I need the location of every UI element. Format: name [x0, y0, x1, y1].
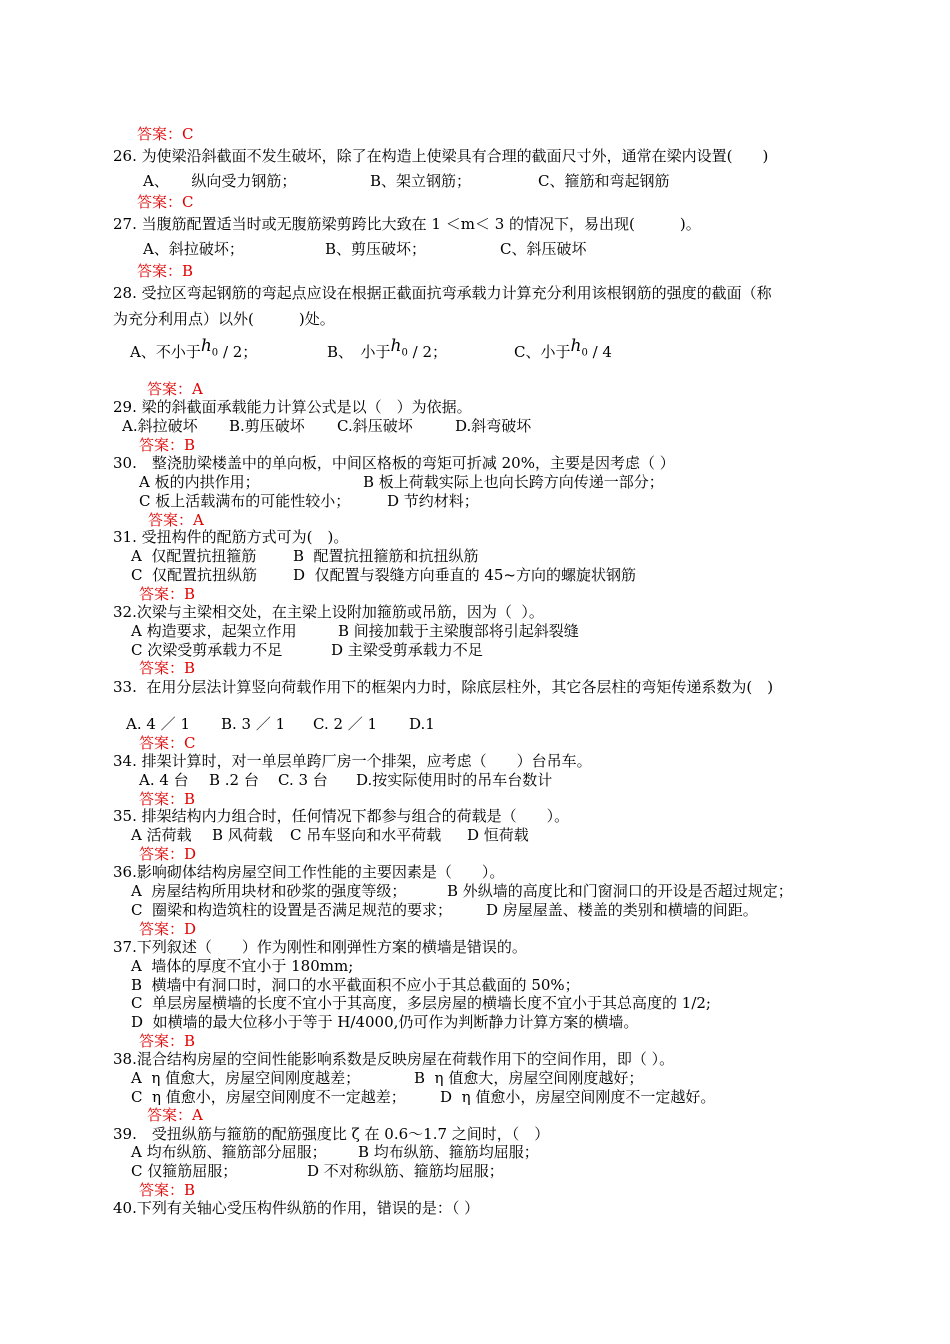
answer-25: 答案：C — [137, 125, 194, 143]
q37-option-b: B 横墙中有洞口时，洞口的水平截面积不应小于其总截面的 50%； — [131, 976, 580, 994]
answer-29: 答案：B — [139, 436, 196, 454]
answer-28: 答案：A — [147, 380, 203, 398]
q26-option-c: C、箍筋和弯起钢筋 — [538, 172, 670, 190]
q27-option-c: C、斜压破坏 — [500, 240, 587, 258]
q33-option-c: C. 2 ／ 1 — [313, 715, 378, 733]
q38-option-a: A η 值愈大，房屋空间刚度越差； — [131, 1069, 361, 1087]
q26-option-a: A、 纵向受力钢筋； — [143, 172, 297, 190]
answer-38: 答案：A — [147, 1106, 203, 1124]
question-40: 40.下列有关轴心受压构件纵筋的作用，错误的是：（ ） — [113, 1199, 480, 1217]
q33-option-d: D.1 — [409, 715, 435, 733]
q30-option-d: D 节约材料； — [387, 492, 479, 510]
answer-30: 答案：A — [148, 511, 204, 529]
q28-option-c: C、小于$h_0 / 4$ — [514, 336, 612, 361]
q29-option-d: D.斜弯破坏 — [455, 417, 532, 435]
q36-option-b: B 外纵墙的高度比和门窗洞口的开设是否超过规定； — [447, 882, 793, 900]
q28-option-b: B、 小于$h_0 / 2$； — [327, 336, 447, 361]
answer-32: 答案：B — [139, 659, 196, 677]
answer-39: 答案：B — [139, 1181, 196, 1199]
question-39: 39. 受扭纵筋与箍筋的配筋强度比 ζ 在 0.6～1.7 之间时，（ ） — [113, 1125, 550, 1143]
q31-option-a: A 仅配置抗扭箍筋 — [131, 547, 257, 565]
q38-option-d: D η 值愈小，房屋空间刚度不一定越好。 — [440, 1088, 716, 1106]
q34-option-d: D.按实际使用时的吊车台数计 — [356, 771, 553, 789]
q31-option-b: B 配置抗扭箍筋和抗扭纵筋 — [293, 547, 479, 565]
q36-option-a: A 房屋结构所用块材和砂浆的强度等级； — [131, 882, 407, 900]
question-32: 32.次梁与主梁相交处，在主梁上设附加箍筋或吊筋，因为（ ）。 — [113, 603, 544, 621]
answer-36: 答案：D — [139, 920, 197, 938]
q38-option-b: B η 值愈大，房屋空间刚度越好； — [414, 1069, 644, 1087]
answer-31: 答案：B — [139, 585, 196, 603]
q38-option-c: C η 值愈小，房屋空间刚度不一定越差； — [131, 1088, 406, 1106]
question-28-line-2: 为充分利用点）以外( )处。 — [113, 310, 335, 328]
q34-option-b: B .2 台 — [209, 771, 259, 789]
q32-option-d: D 主梁受剪承载力不足 — [331, 641, 483, 659]
q31-option-d: D 仅配置与裂缝方向垂直的 45~方向的螺旋状钢筋 — [293, 566, 636, 584]
q28-option-a: A、不小于$h_0 / 2$； — [130, 336, 258, 361]
q27-option-b: B、剪压破坏； — [325, 240, 427, 258]
q29-option-b: B.剪压破坏 — [229, 417, 305, 435]
answer-33: 答案：C — [139, 734, 196, 752]
question-26: 26. 为使梁沿斜截面不发生破坏，除了在构造上使梁具有合理的截面尺寸外，通常在梁内设置( ) — [113, 147, 769, 165]
q27-option-a: A、斜拉破坏； — [143, 240, 244, 258]
answer-26: 答案：C — [137, 193, 194, 211]
question-28-line-1: 28. 受拉区弯起钢筋的弯起点应设在根据正截面抗弯承载力计算充分利用该根钢筋的强度的截面（称 — [113, 284, 772, 302]
q39-option-c: C 仅箍筋屈服； — [131, 1162, 238, 1180]
q26-option-b: B、架立钢筋； — [370, 172, 472, 190]
answer-34: 答案：B — [139, 790, 196, 808]
h0-symbol: $h_0$ — [390, 336, 408, 359]
h0-symbol: $h_0$ — [570, 336, 588, 359]
question-33: 33. 在用分层法计算竖向荷载作用下的框架内力时，除底层柱外，其它各层柱的弯矩传递系数为( ) — [113, 678, 774, 696]
q33-option-a: A. 4 ／ 1 — [126, 715, 190, 733]
q33-option-b: B. 3 ／ 1 — [221, 715, 286, 733]
q29-option-a: A.斜拉破坏 — [122, 417, 198, 435]
question-30: 30. 整浇肋梁楼盖中的单向板，中间区格板的弯矩可折减 20%，主要是因考虑（ ） — [113, 454, 675, 472]
q35-option-c: C 吊车竖向和水平荷载 — [290, 826, 442, 844]
q35-option-a: A 活荷载 — [131, 826, 192, 844]
q32-option-a: A 构造要求，起架立作用 — [131, 622, 297, 640]
q31-option-c: C 仅配置抗扭纵筋 — [131, 566, 258, 584]
q30-option-c: C 板上活载满布的可能性较小； — [139, 492, 351, 510]
q39-option-a: A 均布纵筋、箍筋部分屈服； — [131, 1143, 327, 1161]
answer-37: 答案：B — [139, 1032, 196, 1050]
q32-option-c: C 次梁受剪承载力不足 — [131, 641, 283, 659]
q36-option-c: C 圈梁和构造筑柱的设置是否满足规范的要求； — [131, 901, 453, 919]
answer-27: 答案：B — [137, 262, 194, 280]
answer-35: 答案：D — [139, 845, 197, 863]
q39-option-b: B 均布纵筋、箍筋均屈服； — [358, 1143, 539, 1161]
question-31: 31. 受扭构件的配筋方式可为( )。 — [113, 528, 349, 546]
q29-option-c: C.斜压破坏 — [337, 417, 413, 435]
q30-option-a: A 板的内拱作用； — [139, 473, 260, 491]
question-36: 36.影响砌体结构房屋空间工作性能的主要因素是（ ）。 — [113, 863, 505, 881]
question-29: 29. 梁的斜截面承载能力计算公式是以（ ）为依据。 — [113, 398, 472, 416]
q34-option-c: C. 3 台 — [278, 771, 328, 789]
question-34: 34. 排架计算时，对一单层单跨厂房一个排架，应考虑（ ）台吊车。 — [113, 752, 592, 770]
h0-symbol: $h_0$ — [200, 336, 219, 359]
q32-option-b: B 间接加载于主梁腹部将引起斜裂缝 — [338, 622, 579, 640]
question-35: 35. 排架结构内力组合时，任何情况下都参与组合的荷载是（ ）。 — [113, 807, 570, 825]
question-38: 38.混合结构房屋的空间性能影响系数是反映房屋在荷载作用下的空间作用，即（ ）。 — [113, 1050, 675, 1068]
q37-option-a: A 墙体的厚度不宜小于 180mm; — [131, 957, 354, 975]
q37-option-d: D 如横墙的最大位移小于等于 H/4000,仍可作为判断静力计算方案的横墙。 — [131, 1013, 639, 1031]
q30-option-b: B 板上荷载实际上也向长跨方向传递一部分； — [363, 473, 664, 491]
question-37: 37.下列叙述（ ）作为刚性和刚弹性方案的横墙是错误的。 — [113, 938, 527, 956]
q36-option-d: D 房屋屋盖、楼盖的类别和横墙的间距。 — [486, 901, 758, 919]
question-27: 27. 当腹筋配置适当时或无腹筋梁剪跨比大致在 1 ＜m＜ 3 的情况下，易出现( )。 — [113, 215, 701, 233]
q37-option-c: C 单层房屋横墙的长度不宜小于其高度，多层房屋的横墙长度不宜小于其总高度的 1/2; — [131, 994, 711, 1012]
q34-option-a: A. 4 台 — [139, 771, 189, 789]
q35-option-d: D 恒荷载 — [467, 826, 529, 844]
q35-option-b: B 风荷载 — [212, 826, 273, 844]
q39-option-d: D 不对称纵筋、箍筋均屈服； — [307, 1162, 504, 1180]
